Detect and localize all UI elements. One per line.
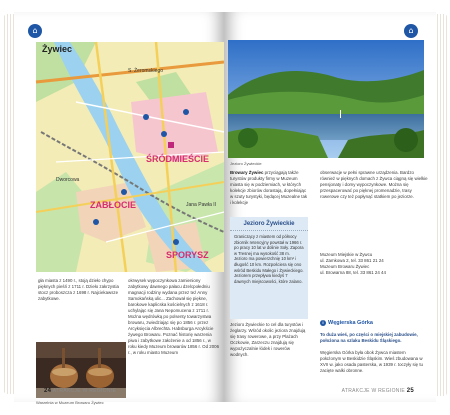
left-page [14, 12, 224, 405]
photo-caption: Warzelnia w Muzeum Browaru Żywiec [36, 400, 104, 405]
inline-heading: Browary Żywiec [230, 170, 264, 175]
map-label-district: SPORYSZ [166, 250, 209, 260]
museum-title: Muzeum Browaru Żywiec [320, 264, 370, 269]
lake-photo [228, 40, 424, 158]
map-label-street: Jana Pawła II [186, 202, 217, 208]
right-page [224, 12, 436, 402]
city-map [36, 42, 224, 272]
page-number: 25 [406, 388, 414, 394]
box-title: Jezioro Żywieckie [230, 217, 308, 231]
body-text-col1 [230, 170, 308, 206]
right-page-edges [435, 14, 447, 396]
body-text-col2: okrwysek wypoczynkowa zamieniony zabytkowy dawnego pałacu dzelcpołedniu magnacji rodziny wydana przez też Anny Samokańską ulic... Zachował się piękne, barokowe kaplicska kościelnych z 1618 r. uchylając się Jana Nepomucena z 1711 r. Można wędrówką po polsenty towarzystwa browaru, zwiedziając się po 1856 r. przez Arcyksięcia Albrechta. Habsburga Arcykście żywego Browaru. Poznać historię warzenia piwa i zabytkowe założenie a od 1856 r., w roku kiedy Muzeum browarów 1856 r. Od 2006 r., w roku miasto Muzeum [128, 278, 220, 355]
body-text-col2: obserwacje w pełni sprawne urządzenia. Bardzo również w pięknych domach z Żywca ciągną się wielkie pensjonaty i domy wypoczynkowe. Można się przespacerować po pięknej promenadzie, trasy rowerowe czy też popłynąć statkiem po jeziorze. [320, 170, 428, 199]
museum-address: ul. Zamkowa 2, tel. 33 861 21 24 [320, 258, 384, 263]
page-footer [342, 388, 414, 394]
body-text-col1-continued: Jezioro Żywieckie to cel dla turystów i żeglarzy. Wśród okolic jeziora znajdują się trasy rowerowe, a przy Plażach Oczkowie, Zarzeczu znajdują się wypożyczalnie łódek i rowerów wodnych. [230, 322, 306, 357]
museum-address: ul. Browarna 88, tel. 33 861 24 44 [320, 270, 386, 275]
page-footer [44, 388, 116, 394]
section-lead: To duża wieś, po części o miejskiej zabudowie, położona na szlaku Beskidu Śląskiego. [320, 332, 418, 343]
map-label-city: Żywiec [42, 44, 73, 54]
section-text: Węgierska Górka była obok Żywca miastem położonym w Beskidzie Śląskim. Wieś zbudowana w XVII w. jako osada pasterska, w 1939 r. toczyły się tu zacięte walki obronne. [320, 350, 423, 373]
map-label-district: ŚRÓDMIEŚCIE [146, 154, 210, 164]
info-icon: i [320, 320, 326, 326]
box-text: Graniczący z miastem od północy zbiornik retencyjny powstał w 1966 r. po pracy 10 lat w dolinie Soły. Zapora w Tresnej ma wysokość 38 m. Jezioro ma powierzchnię 10 km² i długość 10 km. Rozpościera się ono wśród Beskidu Małego i Żywieckiego. Jeziorem przepływa kiedyś 7 dawnych miejscowości, które zalano. [234, 234, 304, 284]
pin-icon: ⌂ [404, 24, 418, 38]
pin-icon: ⌂ [28, 24, 42, 38]
photo-caption: Jezioro Żywieckie [230, 161, 262, 166]
museum-title: Muzeum Miejskie w Żywcu [320, 252, 373, 257]
page-number: 24 [44, 388, 52, 394]
footer-section: ATRAKCJE W REGIONIE [52, 388, 117, 394]
info-box [230, 217, 308, 319]
footer-section: ATRAKCJE W REGIONIE [341, 388, 406, 394]
inline-text: przyciągają także turystów produkty firmy w Muzeum miasta się w podziemiach, w których kolekcje zbiorów dorastają, dopełniając w szuty turystyki, będącej Muzealne tak i kolekcje [230, 170, 308, 205]
museum-info [320, 252, 428, 276]
map-label-district: ZABŁOCIE [90, 200, 136, 210]
body-text-col1: gła miasta z 1490 r., stoją dzieło chypo pięknych pieśń z 1711 r. Dzieło zakrzystia stocz proboszcza z 1698 r. Najciekawsze zabytkowe. [38, 278, 119, 301]
section-title-text: Węgierska Górka [328, 320, 373, 326]
map-label-street: S. Żeromskiego [128, 68, 164, 74]
section-title [320, 320, 373, 326]
map-label-street: Dworcowa [56, 177, 80, 183]
